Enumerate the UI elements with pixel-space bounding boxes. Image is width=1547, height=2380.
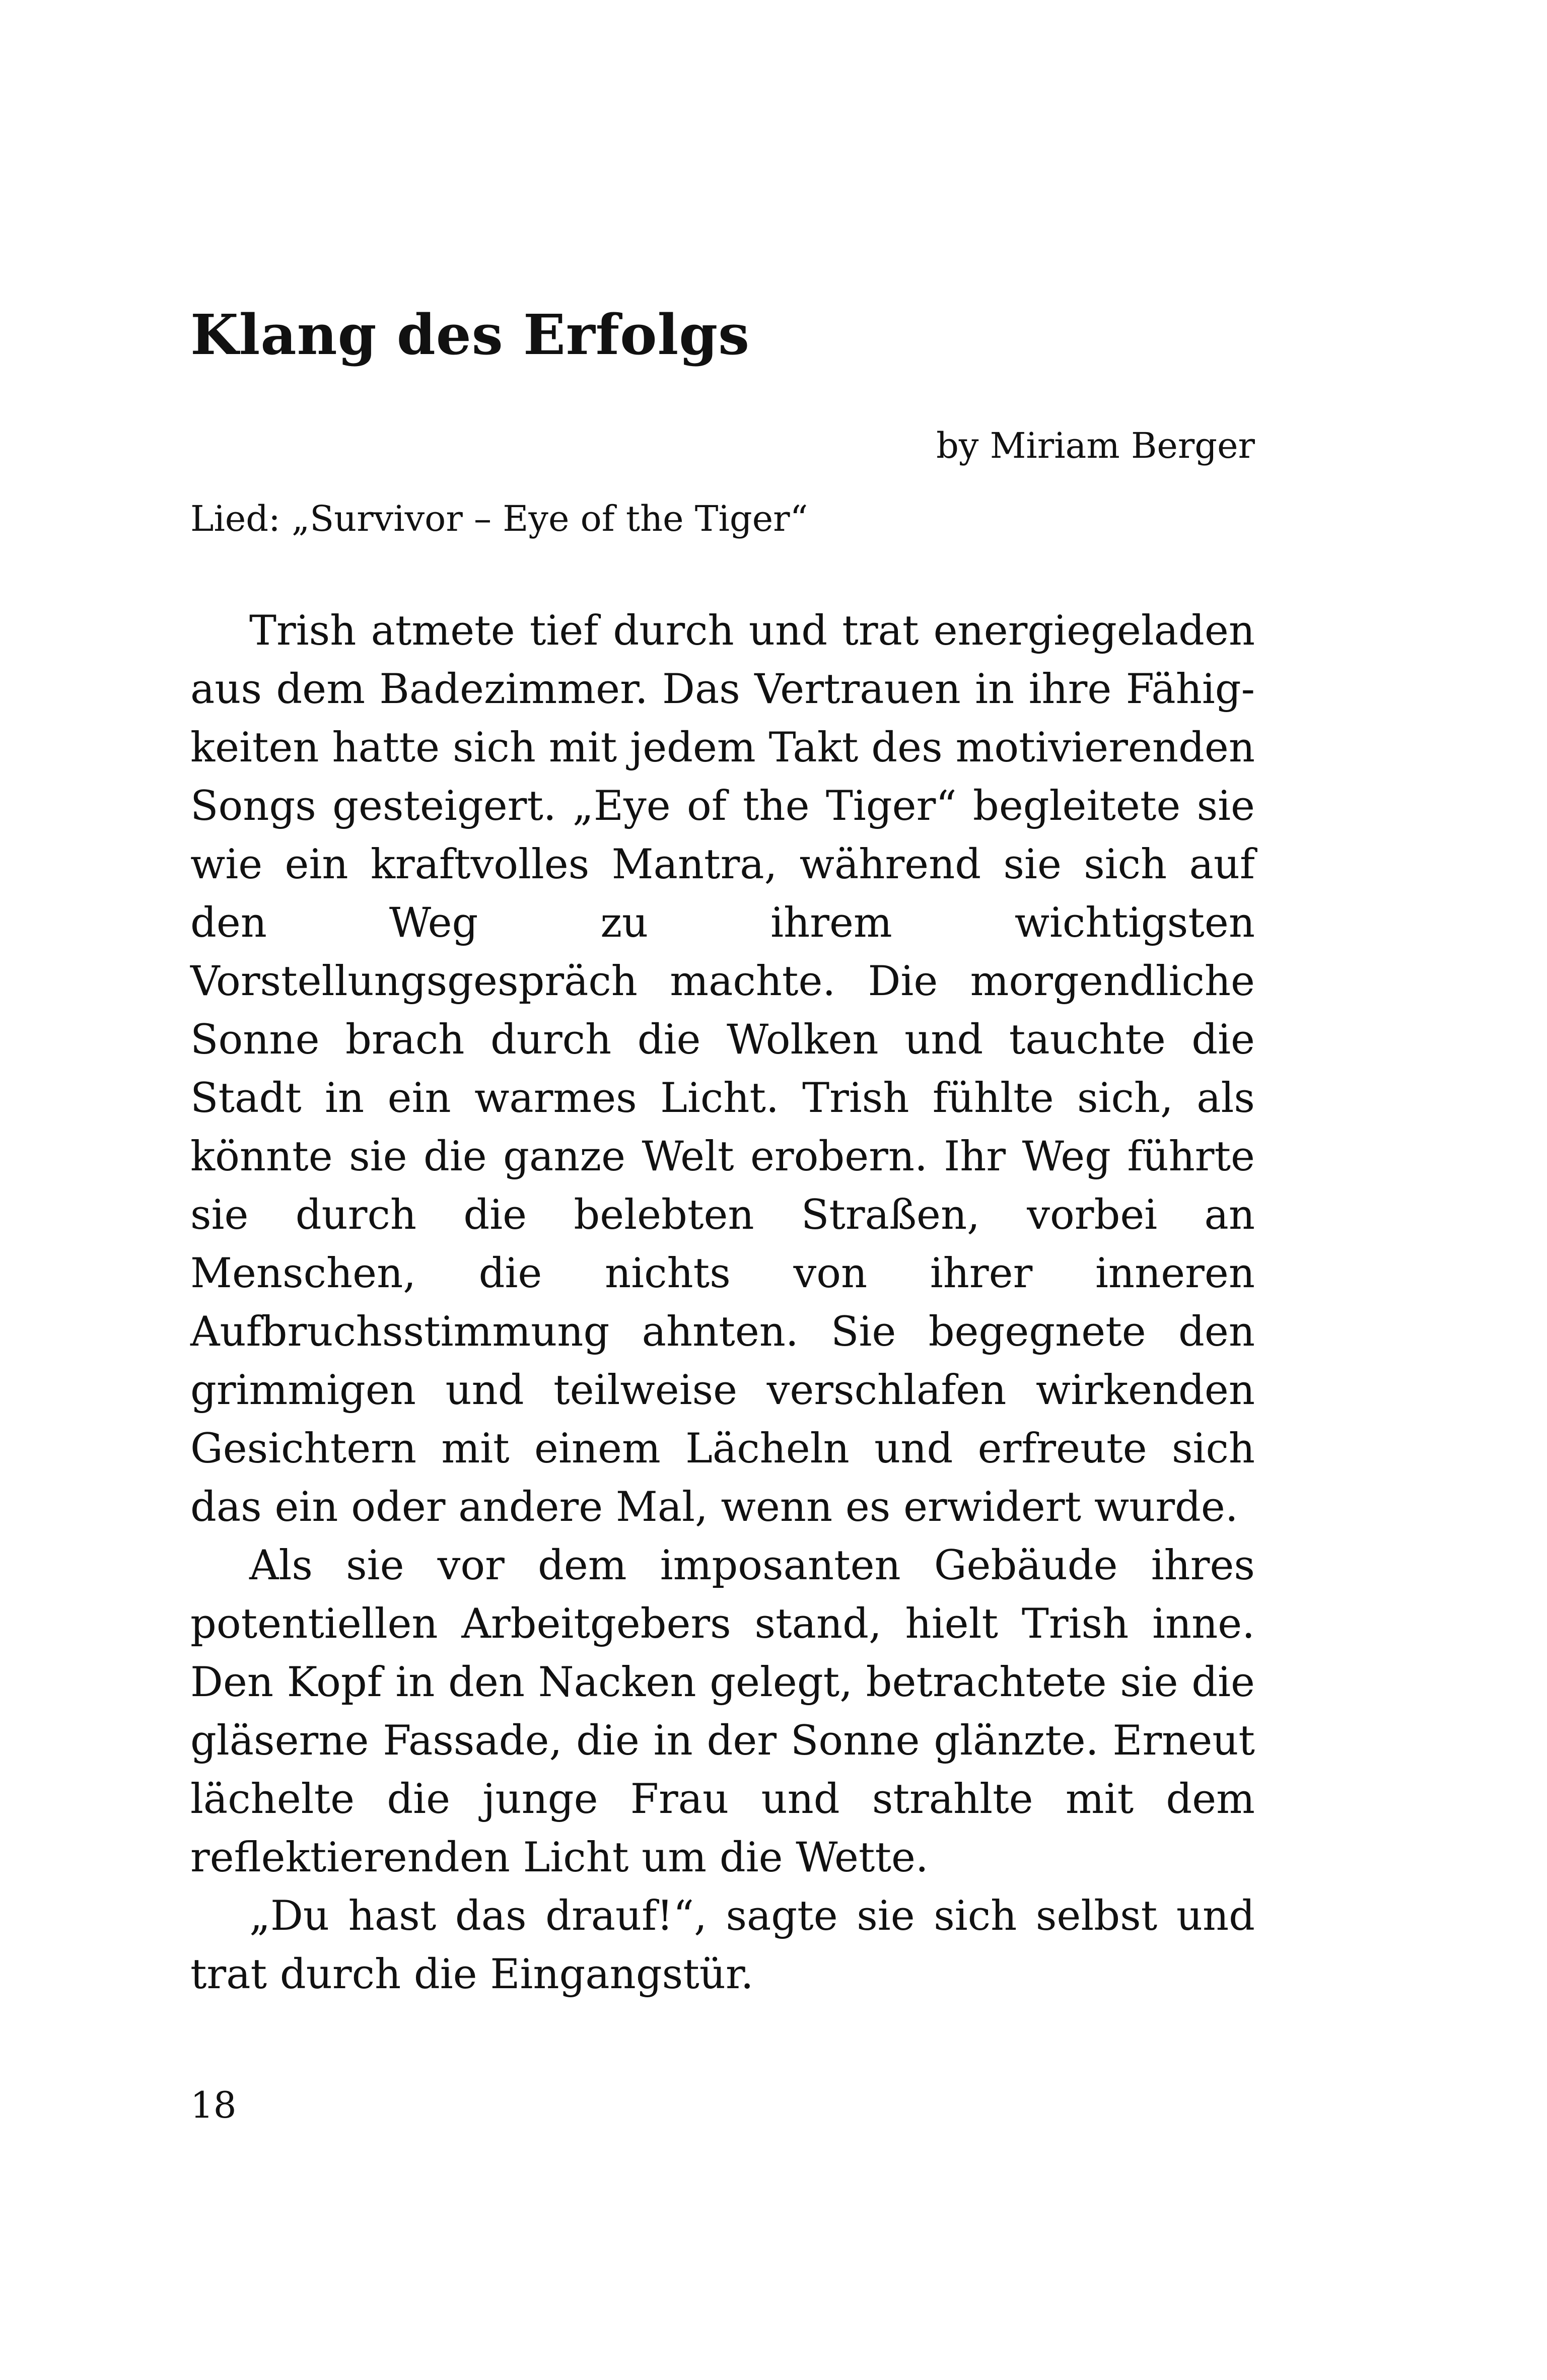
paragraph: „Du hast das drauf!“, sagte sie sich selbst und trat durch die Eingangstür. xyxy=(190,1893,1255,1998)
page-number: 18 xyxy=(190,2084,237,2126)
paragraph: Trish atmete tief durch und trat energiegeladen aus dem Badezimmer. Das Vertrauen in ihre Fähigkeiten hatte sich mit jedem Takt des motivierenden Songs gesteigert. „Eye of the Tiger“ begleitete sie wie ein kraftvolles Mantra, während sie sich auf den Weg zu ihrem wichtigsten Vorstellungsgespräch machte. Die morgendliche Sonne brach durch die Wolken und tauchte die Stadt in ein warmes Licht. Trish fühlte sich, als könnte sie die ganze Welt erobern. Ihr Weg führte sie durch die belebten Straßen, vorbei an Menschen, die nichts von ihrer inneren Aufbruchsstimmung ahnten. Sie begegnete den grimmigen und teilweise verschlafen wirkenden Gesichtern mit einem Lächeln und erfreute sich das ein oder andere Mal, wenn es erwidert wurde. xyxy=(190,607,1255,1531)
song-line: Lied: „Survivor – Eye of the Tiger“ xyxy=(190,498,808,539)
chapter-title: Klang des Erfolgs xyxy=(190,302,750,367)
author-line: by Miriam Berger xyxy=(936,425,1255,466)
story-text xyxy=(190,602,1255,2004)
paragraph: Als sie vor dem imposanten Gebäude ihres potentiellen Arbeitgebers stand, hielt Trish inne. Den Kopf in den Nacken gelegt, betrachtete sie die gläserne Fassade, die in der Sonne glänzte. Erneut lächelte die junge Frau und strahlte mit dem reflektierenden Licht um die Wette. xyxy=(190,1542,1255,1881)
